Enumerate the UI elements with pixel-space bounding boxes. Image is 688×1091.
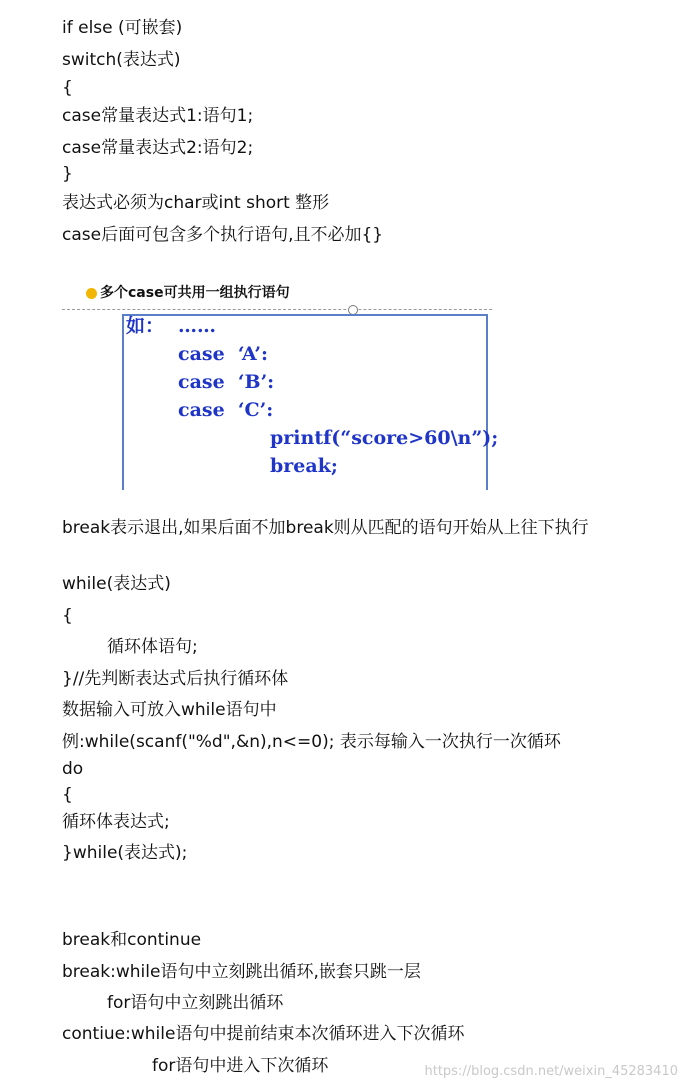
text-line-break-continue: break和continue (62, 930, 202, 950)
text-line-loop-body: 循环体语句; (107, 637, 198, 657)
text-line-while: while(表达式) (62, 574, 171, 594)
text-line-while-open: { (62, 606, 73, 626)
text-line-break-for: for语句中立刻跳出循环 (107, 993, 284, 1013)
text-line-while-close: }//先判断表达式后执行循环体 (62, 669, 289, 689)
text-line-do-open: { (62, 785, 73, 805)
text-line-do-close: }while(表达式); (62, 843, 188, 863)
code-ellipsis: …… (178, 315, 216, 337)
text-line-continue-for: for语句中进入下次循环 (152, 1056, 329, 1076)
text-line-case2: case常量表达式2:语句2; (62, 138, 254, 158)
code-break: break; (270, 455, 338, 477)
text-line-do-body: 循环体表达式; (62, 812, 170, 832)
code-printf: printf(“score>60\n”); (270, 427, 499, 449)
text-line-if-else: if else (可嵌套) (62, 18, 183, 38)
text-line-scanf-example: 例:while(scanf("%d",&n),n<=0); 表示每输入一次执行一次循环 (62, 732, 561, 752)
text-line-case1: case常量表达式1:语句1; (62, 106, 254, 126)
text-line-open-brace: { (62, 78, 73, 98)
text-line-continue-while: contiue:while语句中提前结束本次循环进入下次循环 (62, 1024, 465, 1044)
watermark: https://blog.csdn.net/weixin_45283410 (424, 1064, 678, 1079)
text-line-input-while: 数据输入可放入while语句中 (62, 700, 277, 720)
text-line-break-desc: break表示退出,如果后面不加break则从匹配的语句开始从上往下执行 (62, 518, 589, 538)
text-line-do: do (62, 759, 84, 779)
text-line-break-while: break:while语句中立刻跳出循环,嵌套只跳一层 (62, 962, 421, 982)
slide-heading: 多个case可共用一组执行语句 (100, 285, 290, 301)
code-case-b: case ‘B’: (178, 371, 275, 393)
case-example-image (62, 278, 499, 490)
text-line-close-brace: } (62, 164, 73, 184)
text-line-switch: switch(表达式) (62, 50, 181, 70)
code-case-c: case ‘C’: (178, 399, 274, 421)
slide-divider (62, 309, 492, 310)
text-line-case-multi: case后面可包含多个执行语句,且不必加{} (62, 225, 384, 245)
code-case-a: case ‘A’: (178, 343, 269, 365)
text-line-expr-type: 表达式必须为char或int short 整形 (62, 193, 330, 213)
code-label-ru: 如： (126, 315, 165, 337)
code-box (122, 314, 499, 490)
